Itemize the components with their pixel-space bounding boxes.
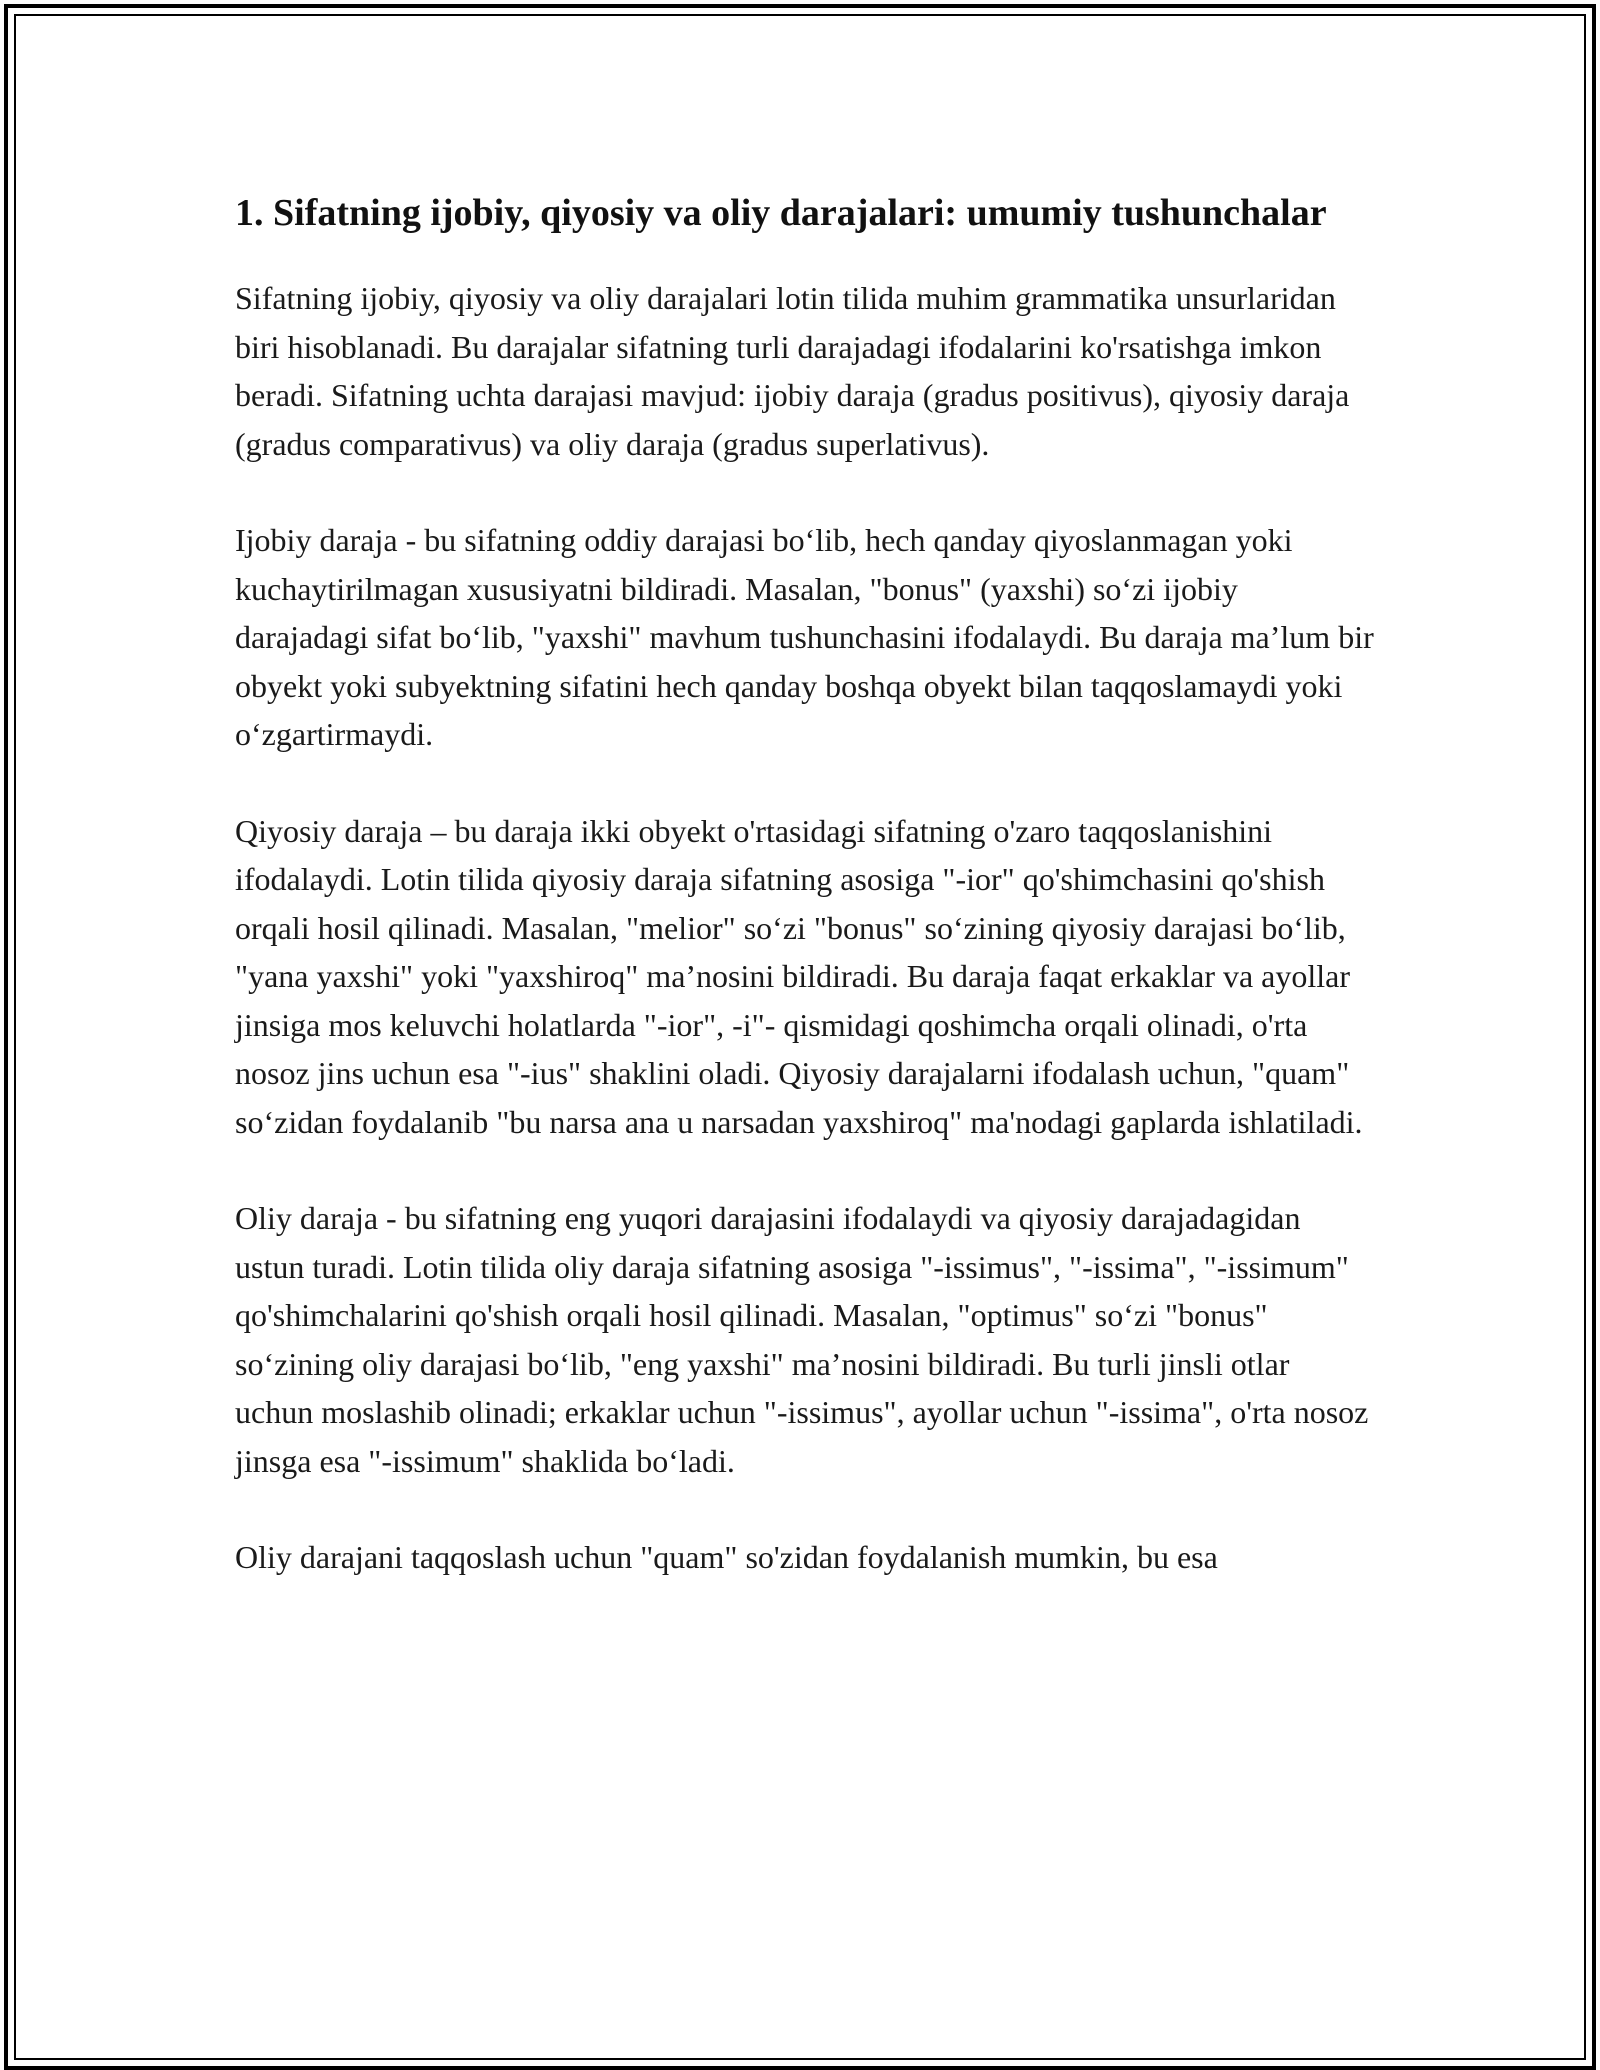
document-body (235, 186, 1375, 1630)
paragraph-positive-degree: Ijobiy daraja - bu sifatning oddiy darajasi bo‘lib, hech qanday qiyoslanmagan yoki kuchaytirilmagan xususiyatni bildiradi. Masalan, "bonus" (yaxshi) so‘zi ijobiy darajadagi sifat bo‘lib, "yaxshi" mavhum tushunchasini ifodalaydi. Bu daraja ma’lum bir obyekt yoki subyektning sifatini hech qanday boshqa obyekt bilan taqqoslamaydi yoki o‘zgartirmaydi. (235, 522, 1374, 752)
paragraph-superlative-degree: Oliy daraja - bu sifatning eng yuqori darajasini ifodalaydi va qiyosiy darajadagidan ustun turadi. Lotin tilida oliy daraja sifatning asosiga "-issimus", "-issima", "-issimum" qo'shimchalarini qo'shish orqali hosil qilinadi. Masalan, "optimus" so‘zi "bonus" so‘zining oliy darajasi bo‘lib, "eng yaxshi" ma’nosini bildiradi. Bu turli jinsli otlar uchun moslashib olinadi; erkaklar uchun "-issimus", ayollar uchun "-issima", o'rta nosoz jinsga esa "-issimum" shaklida bo‘ladi. (235, 1200, 1369, 1479)
paragraph-comparative-degree: Qiyosiy daraja – bu daraja ikki obyekt o'rtasidagi sifatning o'zaro taqqoslanishini ifodalaydi. Lotin tilida qiyosiy daraja sifatning asosiga "-ior" qo'shimchasini qo'shish orqali hosil qilinadi. Masalan, "melior" so‘zi "bonus" so‘zining qiyosiy darajasi bo‘lib, "yana yaxshi" yoki "yaxshiroq" ma’nosini bildiradi. Bu daraja faqat erkaklar va ayollar jinsiga mos keluvchi holatlarda "-ior", -i"- qismidagi qoshimcha orqali olinadi, o'rta nosoz jins uchun esa "-ius" shaklini oladi. Qiyosiy darajalarni ifodalash uchun, "quam" so‘zidan foydalanib "bu narsa ana u narsadan yaxshiroq" ma'nodagi gaplarda ishlatiladi. (235, 812, 1363, 1140)
paragraph-comparison-quam: Oliy darajani taqqoslash uchun "quam" so'zidan foydalanish mumkin, bu esa (235, 1539, 1218, 1575)
section-heading: 1. Sifatning ijobiy, qiyosiy va oliy darajalari: umumiy tushunchalar (235, 192, 1327, 234)
paragraph-intro: Sifatning ijobiy, qiyosiy va oliy darajalari lotin tilida muhim grammatika unsurlaridan biri hisoblanadi. Bu darajalar sifatning turli darajadagi ifodalarini ko'rsatishga imkon beradi. Sifatning uchta darajasi mavjud: ijobiy daraja (gradus positivus), qiyosiy daraja (gradus comparativus) va oliy daraja (gradus superlativus). (235, 280, 1350, 462)
